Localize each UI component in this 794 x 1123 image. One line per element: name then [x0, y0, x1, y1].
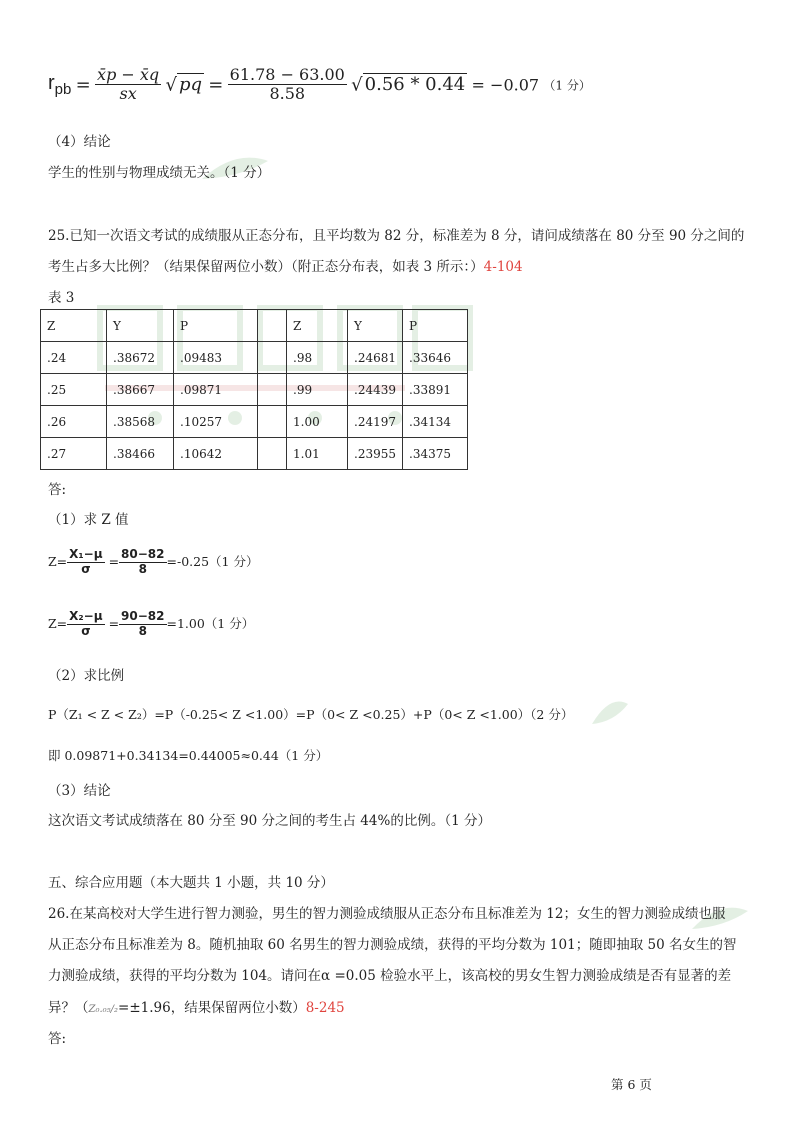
- rpb-value-fraction: $\frac{61.78 - 63.00}{8.58}$: [229, 65, 345, 104]
- table-cell: .24439: [348, 374, 403, 406]
- table-cell: [258, 374, 287, 406]
- table-cell: .24197: [348, 406, 403, 438]
- q25-conclusion: 这次语文考试成绩落在 80 分至 90 分之间的考生占 44%的比例。（1 分）: [48, 813, 491, 829]
- table-cell: .25: [41, 374, 107, 406]
- table-header-cell: Z: [287, 310, 348, 342]
- table-cell: .34134: [403, 406, 468, 438]
- table-cell: [258, 438, 287, 470]
- table-caption: 表 3: [48, 290, 75, 306]
- table-cell: [258, 342, 287, 374]
- table-cell: .99: [287, 374, 348, 406]
- table-cell: .34375: [403, 438, 468, 470]
- table-cell: .10642: [174, 438, 258, 470]
- z2-value-fraction: $\frac{90-82}{8}$: [121, 609, 165, 638]
- table-row: [41, 438, 468, 470]
- table-header-cell: P: [174, 310, 258, 342]
- page-number: 第 6 页: [611, 1077, 652, 1092]
- z2-fraction: $\frac{\text{X₂−μ}}{\sigma}$: [69, 609, 103, 638]
- q25-step1: （1）求 Z 值: [48, 512, 129, 528]
- q26-ref: 8-245: [305, 1000, 345, 1016]
- table-cell: 1.00: [287, 406, 348, 438]
- probability-line: P（Z₁ < Z < Z₂）=P（-0.25< Z <1.00）=P（0< Z <0.25）+P（0< Z <1.00）（2 分）: [48, 707, 574, 722]
- z1-value-fraction: $\frac{80-82}{8}$: [121, 547, 165, 576]
- table-cell: 1.01: [287, 438, 348, 470]
- table-cell: .09871: [174, 374, 258, 406]
- rpb-formula: $r_{pb}$ = $\frac{x̄p - x̄q}{sx}$ √ pq = $\frac{61.78 - 63.00}{8.58}$ √ 0.56 * 0.44 = −0.07 （1 分）: [48, 65, 591, 104]
- table-cell: .26: [41, 406, 107, 438]
- q25-step2: （2）求比例: [48, 668, 125, 684]
- table-header-cell: [258, 310, 287, 342]
- table-header-cell: Y: [107, 310, 174, 342]
- section5-heading: 五、综合应用题（本大题共 1 小题，共 10 分）: [48, 875, 334, 891]
- q26-answer-label: 答:: [48, 1031, 67, 1047]
- table-row: [41, 342, 468, 374]
- q25-answer-label: 答:: [48, 482, 67, 498]
- table-cell: .38672: [107, 342, 174, 374]
- table-cell: .38667: [107, 374, 174, 406]
- leaf-decoration: [590, 700, 630, 726]
- rpb-term-fraction: $\frac{x̄p - x̄q}{sx}$: [97, 65, 160, 104]
- table-cell: .38568: [107, 406, 174, 438]
- z2-formula: Z= $\frac{\text{X₂−μ}}{\sigma}$ = $\frac{90-82}{8}$ =1.00（1 分）: [48, 609, 255, 638]
- table-header-cell: P: [403, 310, 468, 342]
- table-header-row: [41, 310, 468, 342]
- table-cell: .27: [41, 438, 107, 470]
- table-header-cell: Y: [348, 310, 403, 342]
- section4-text: 学生的性别与物理成绩无关。（1 分）: [48, 165, 271, 181]
- q25-step3: （3）结论: [48, 783, 111, 799]
- table-cell: .33646: [403, 342, 468, 374]
- q25-ref: 4-104: [483, 259, 523, 275]
- table-row: [41, 406, 468, 438]
- table-header-cell: Z: [41, 310, 107, 342]
- q25-line1: 25.已知一次语文考试的成绩服从正态分布，且平均数为 82 分，标准差为 8 分，请问成绩落在 80 分至 90 分之间的: [48, 228, 745, 244]
- sum-line: 即 0.09871+0.34134=0.44005≈0.44（1 分）: [48, 748, 329, 763]
- table-cell: [258, 406, 287, 438]
- q25-line2: 考生占多大比例？（结果保留两位小数）（附正态分布表，如表 3 所示：）4-104: [48, 259, 523, 275]
- q26-line3: 力测验成绩，获得的平均分数为 104。请问在α =0.05 检验水平上，该高校的男女生智力测验成绩是否有显著的差: [48, 968, 732, 984]
- z1-formula: Z= $\frac{\text{X₁−μ}}{\sigma}$ = $\frac{80-82}{8}$ =-0.25（1 分）: [48, 547, 259, 576]
- q26-line4: 异？（Z₀.₀₅/₂=±1.96，结果保留两位小数）8-245: [48, 1000, 345, 1016]
- z1-fraction: $\frac{\text{X₁−μ}}{\sigma}$: [69, 547, 103, 576]
- normal-distribution-table: [40, 309, 468, 470]
- table-cell: .98: [287, 342, 348, 374]
- table-cell: .23955: [348, 438, 403, 470]
- table-row: [41, 374, 468, 406]
- table-cell: .10257: [174, 406, 258, 438]
- table-cell: .24681: [348, 342, 403, 374]
- q26-line1: 26.在某高校对大学生进行智力测验，男生的智力测验成绩服从正态分布且标准差为 12；女生的智力测验成绩也服: [48, 906, 726, 922]
- section4-heading: （4）结论: [48, 134, 111, 150]
- q26-line2: 从正态分布且标准差为 8。随机抽取 60 名男生的智力测验成绩，获得的平均分数为 101；随即抽取 50 名女生的智: [48, 937, 737, 953]
- table-cell: .24: [41, 342, 107, 374]
- table-cell: .38466: [107, 438, 174, 470]
- table-cell: .09483: [174, 342, 258, 374]
- rpb-symbol: $r_{pb}$: [48, 71, 72, 98]
- table-cell: .33891: [403, 374, 468, 406]
